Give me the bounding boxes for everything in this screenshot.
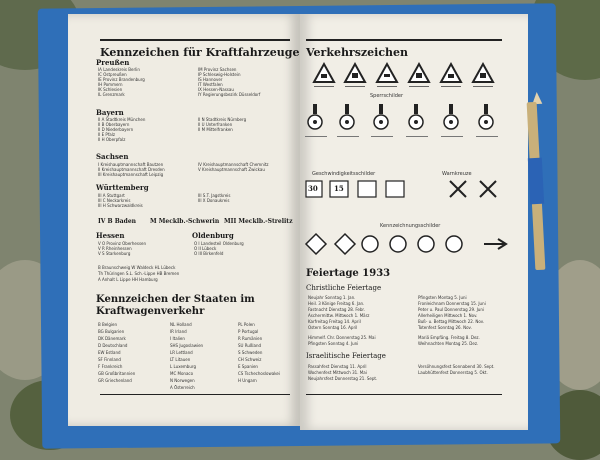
holiday-row: Totenfest Sonntag 26. Nov. — [418, 325, 472, 330]
holiday-row: Ostern Sonntag 16. April — [308, 325, 358, 330]
plate-line: III Kreishauptmannschaft Leipzig — [98, 172, 164, 177]
plate-line: IX Hessen-Nassau — [198, 87, 234, 92]
plate-line: I Kreishauptmannschaft Bautzen — [98, 162, 164, 167]
section-heading: Oldenburg — [192, 231, 234, 240]
country-entry: F Frankreich — [98, 364, 123, 369]
holiday-row: Heil. 3 Könige Freitag 6. Jan. — [308, 301, 365, 306]
plate-line: II M Mittelfranken — [198, 127, 233, 132]
plate-line: IT Westfalen — [198, 82, 223, 87]
country-entry: H Ungarn — [238, 378, 257, 383]
holiday-row: Buß- u. Bettag Mittwoch 22. Nov. — [418, 319, 485, 324]
country-entry: NL Holland — [170, 322, 192, 327]
plate-line: II N Stadtkreis Nürnberg — [198, 117, 247, 122]
speed-limit-value: 15 — [334, 184, 344, 193]
mecklenburg-strelitz-entry: MII Mecklb.-Strelitz — [224, 218, 293, 225]
country-entry: R Rumänien — [238, 336, 263, 341]
plate-line: II D Niederbayern — [98, 127, 134, 132]
plate-line: O I Landesteil Oldenburg — [194, 241, 244, 246]
section-title: Kennzeichen der Staaten im Kraftwagenverkehr — [96, 294, 255, 317]
plate-line: IS Hannover — [198, 77, 223, 82]
country-entry: BG Bulgarien — [98, 329, 125, 334]
plate-line: A Anhalt L Lippe HH Hamburg — [98, 277, 158, 282]
holiday-row: Fastnacht Dienstag 28. Febr. — [308, 307, 365, 312]
country-entry: E Spanien — [238, 364, 258, 369]
plate-line: III A Stuttgart — [98, 193, 125, 198]
plate-line: II B Oberbayern — [98, 122, 130, 127]
section-heading: Sachsen — [96, 152, 129, 161]
country-entry: B Belgien — [98, 322, 117, 327]
plate-line: II E Pfalz — [98, 132, 115, 137]
baden-entry: IV B Baden — [98, 218, 137, 225]
holiday-row: Mariä Empfäng. Freitag 8. Dez. — [418, 335, 480, 340]
section-label: Warnkreuze — [442, 171, 472, 177]
bottom-rule — [100, 394, 290, 395]
country-entry: A Österreich — [170, 385, 195, 390]
section-label: Geschwindigkeitsschilder — [312, 171, 376, 177]
holiday-row: Neujahr Sonntag 1. Jan. — [308, 295, 356, 300]
country-entry: GB Großbritannien — [98, 371, 136, 376]
marker-signs-row — [300, 230, 528, 260]
top-rule — [306, 39, 502, 41]
country-entry: S Schweden — [238, 350, 263, 355]
plate-line: II U Unterfranken — [198, 122, 233, 127]
country-entry: GR Griechenland — [98, 378, 132, 383]
country-entry: LR Lettland — [170, 350, 193, 355]
plate-line: II A Stadtkreis München — [98, 117, 146, 122]
warning-signs-row — [300, 58, 528, 92]
holiday-row: Neujahrsfest Donnerstag 21. Sept. — [308, 376, 378, 381]
holiday-row: Laubhüttenfest Donnerstag 5. Okt. — [418, 370, 488, 375]
plate-line: V S Starkenburg — [98, 251, 131, 256]
plate-line: V O Provinz Oberhessen — [98, 241, 147, 246]
country-entry: SU Rußland — [238, 343, 262, 348]
section-heading: Hessen — [96, 231, 125, 240]
plate-line: II Kreishauptmannschaft Dresden — [98, 167, 165, 172]
plate-line: IY Regierungsbezirk Düsseldorf — [198, 92, 261, 97]
country-entry: LT Litauen — [170, 357, 191, 362]
holidays-title: Feiertage 1933 — [306, 268, 391, 279]
plate-line: IP Schleswig-Holstein — [198, 72, 241, 77]
country-entry: DK Dänemark — [98, 336, 126, 341]
plate-line: IC Ostpreußen — [98, 72, 127, 77]
bottom-rule — [306, 394, 502, 395]
country-entry: SF Finnland — [98, 357, 121, 362]
country-entry: PL Polen — [238, 322, 255, 327]
holiday-row: Himmelf. Chr. Donnerstag 25. Mai — [308, 335, 376, 340]
mecklenburg-schwerin-entry: M Mecklb.-Schwerin — [150, 218, 220, 225]
section-heading: Württemberg — [96, 183, 149, 192]
plate-line: IL Grenzmark — [98, 92, 125, 97]
plate-line: B Braunschweig W Waldeck HL Lübeck — [98, 265, 176, 270]
holiday-row: Weihnachten Montag 25. Dez. — [418, 341, 479, 346]
barrier-signs-row — [300, 100, 528, 152]
plate-line: V R Rheinhessen — [98, 246, 132, 251]
country-entry: EW Estland — [98, 350, 121, 355]
country-entry: D Deutschland — [98, 343, 128, 348]
plate-line: O III Birkenfeld — [194, 251, 224, 256]
plate-line: III C Neckarkreis — [98, 198, 131, 203]
page-title: Verkehrszeichen — [306, 46, 409, 59]
holiday-row: Wochenfest Mittwoch 31. Mai — [308, 370, 367, 375]
plate-line: O II Lübeck — [194, 246, 217, 251]
country-entry: IR Irland — [170, 329, 187, 334]
section-heading: Preußen — [96, 58, 130, 67]
pencil-band — [528, 158, 544, 205]
plate-line: IK Schlesien — [98, 87, 123, 92]
plate-line: V Kreishauptmannschaft Zwickau — [198, 167, 265, 172]
country-entry: N Norwegen — [170, 378, 195, 383]
top-rule — [100, 39, 290, 41]
holiday-row: Peter u. Paul Donnerstag 29. Juni — [418, 307, 484, 312]
country-entry: I Italien — [170, 336, 185, 341]
holiday-row: Aschermittw. Mittwoch 1. März — [308, 313, 370, 318]
plate-line: IE Provinz Brandenburg — [98, 77, 145, 82]
holiday-row: Pfingsten Montag 5. Juni — [418, 295, 467, 300]
country-entry: SHS Jugoslawien — [170, 343, 204, 348]
plate-line: IH Pommern — [98, 82, 123, 87]
holiday-row: Fronleichnam Donnerstag 15. Juni — [418, 301, 486, 306]
section-heading: Bayern — [96, 108, 124, 117]
plate-line: II H Oberpfalz — [98, 137, 126, 142]
section-label: Kennzeichnungsschilder — [380, 223, 441, 229]
country-entry: L Luxemburg — [170, 364, 196, 369]
page-title: Kennzeichen für Kraftfahrzeuge — [100, 46, 300, 59]
holiday-row: Karfreitag Freitag 14. April — [308, 319, 361, 324]
plate-line: Th Thüringen S.L. Sch.-Lippe HB Bremen — [98, 271, 180, 276]
plate-line: IA Landeskreis Berlin — [98, 67, 140, 72]
holiday-row: Passahfest Dienstag 11. April — [308, 364, 367, 369]
holiday-row: Allerheiligen Mittwoch 1. Nov. — [418, 313, 478, 318]
plate-line: IM Provinz Sachsen — [198, 67, 237, 72]
plate-line: III X Donaukreis — [198, 198, 230, 203]
section-label: Sperrschilder — [370, 93, 404, 99]
speed-limit-value: 30 — [308, 184, 318, 193]
plate-line: IV Kreishauptmannschaft Chemnitz — [198, 162, 269, 167]
jewish-holidays-heading: Israelitische Feiertage — [306, 352, 386, 360]
warning-triangle-icon — [314, 64, 493, 82]
country-entry: CS Tschechoslowakei — [238, 371, 280, 376]
holiday-row: Pfingsten Sonntag 4. Juni — [308, 341, 359, 346]
country-entry: P Portugal — [238, 329, 259, 334]
country-entry: MC Monaco — [170, 371, 194, 376]
plate-line: III H Schwarzwaldkreis — [98, 203, 143, 208]
christian-holidays-heading: Christliche Feiertage — [306, 284, 382, 292]
plate-line: III S.T. Jagstkreis — [198, 193, 231, 198]
country-entry: CH Schweiz — [238, 357, 262, 362]
holiday-row: Versöhnungsfest Sonnabend 30. Sept. — [418, 364, 495, 369]
